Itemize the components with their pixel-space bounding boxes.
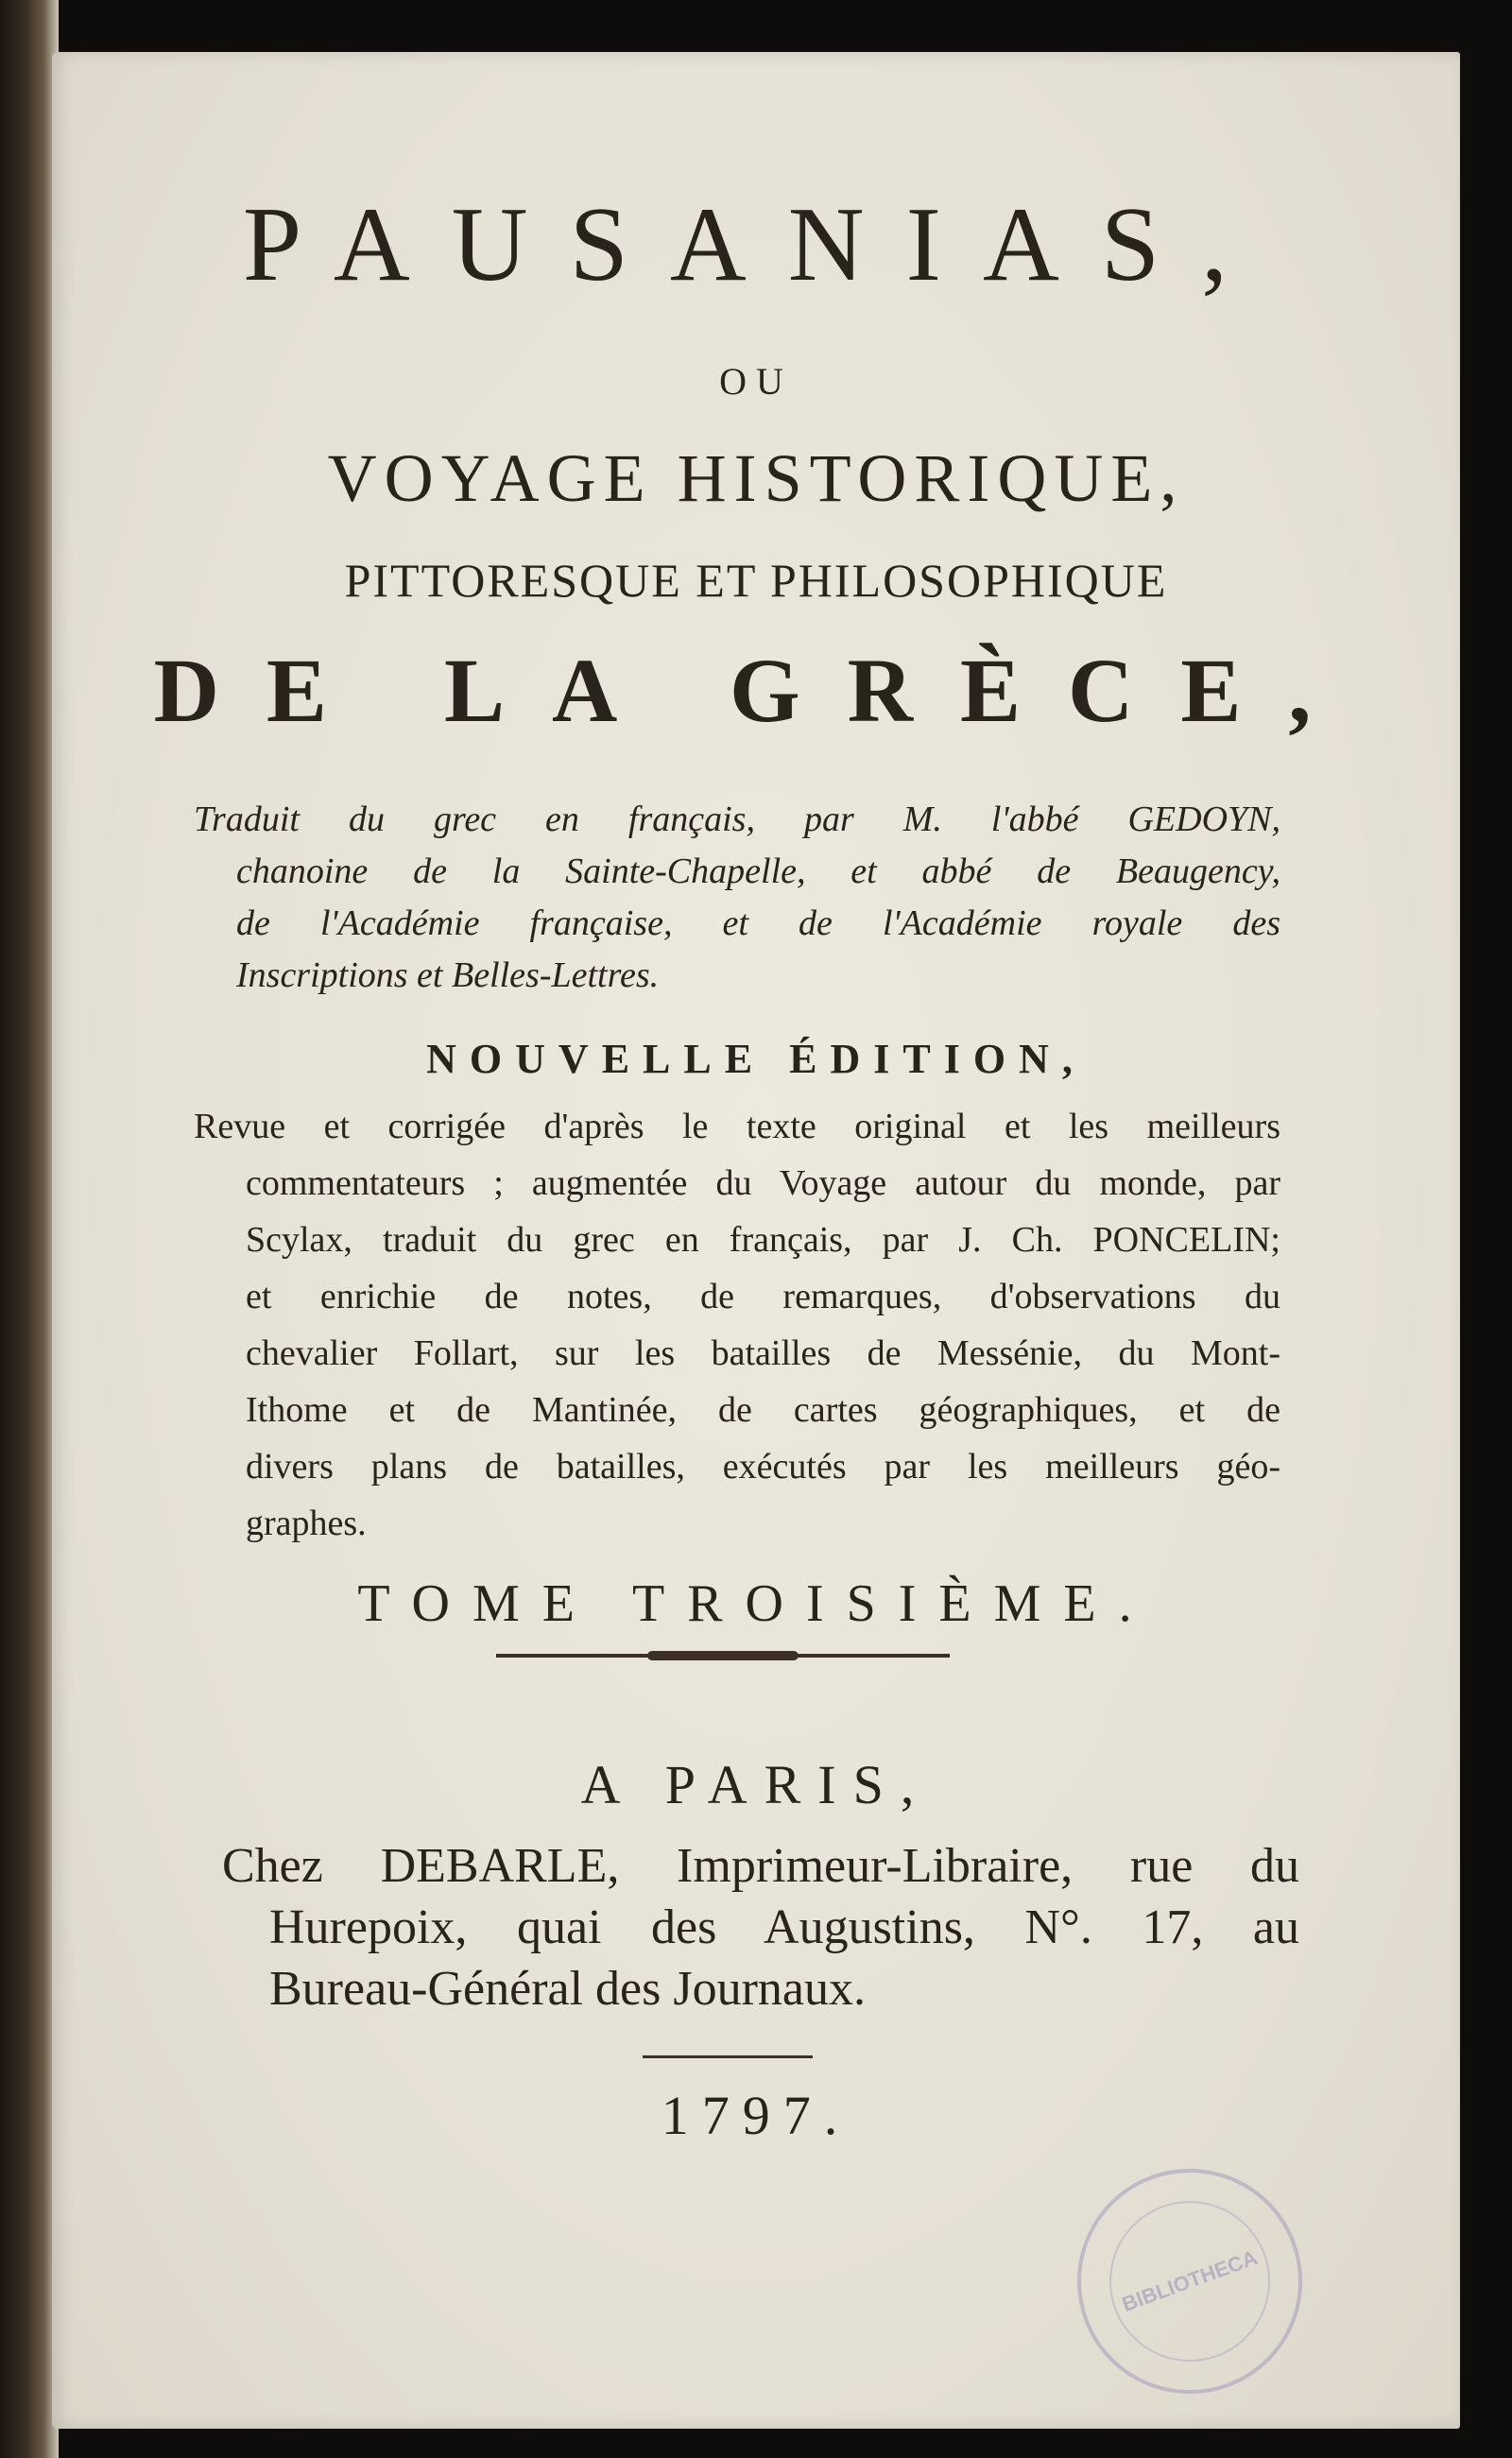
edition-line: graphes. [246, 1504, 367, 1543]
library-stamp [1045, 2137, 1333, 2425]
subtitle-line-2: PITTORESQUE ET PHILOSOPHIQUE [344, 554, 1168, 607]
translator-line: Inscriptions et Belles-Lettres. [236, 955, 660, 995]
edition-line: Revue et corrigée d'après le texte original et les meilleurs [194, 1107, 1280, 1146]
title-page [52, 52, 1460, 2429]
imprint-line: Chez DEBARLE, Imprimeur-Libraire, rue du [222, 1839, 1299, 1893]
subtitle-line-1: VOYAGE HISTORIQUE, [327, 440, 1185, 516]
imprint-city: A PARIS, [580, 1754, 932, 1815]
imprint-line: Bureau-Général des Journaux. [269, 1962, 866, 2016]
volume-number: TOME TROISIÈME. [357, 1574, 1155, 1633]
ornamental-rule-center [647, 1651, 799, 1660]
publication-year: 1797. [661, 2085, 851, 2146]
edition-line: et enrichie de notes, de remarques, d'observations du [246, 1277, 1280, 1316]
edition-heading: NOUVELLE ÉDITION, [426, 1036, 1086, 1082]
title-conjunction: OU [719, 360, 793, 403]
edition-line: divers plans de batailles, exécutés par les meilleurs géo- [246, 1447, 1280, 1487]
edition-line: Scylax, traduit du grec en français, par J. Ch. PONCELIN; [246, 1220, 1280, 1260]
library-stamp-text: BIBLIOTHECA [1118, 2245, 1261, 2316]
book-title: PAUSANIAS, [242, 186, 1270, 303]
imprint-line: Hurepoix, quai des Augustins, N°. 17, au [269, 1900, 1299, 1954]
short-rule [643, 2055, 813, 2058]
translator-line: de l'Académie française, et de l'Académie royale des [236, 903, 1280, 943]
translator-line: chanoine de la Sainte-Chapelle, et abbé de Beaugency, [236, 851, 1280, 891]
subtitle-line-3: DE LA GRÈCE, [153, 640, 1359, 741]
book-spine [0, 0, 59, 2458]
edition-line: commentateurs ; augmentée du Voyage autour du monde, par [246, 1163, 1280, 1203]
translator-line: Traduit du grec en français, par M. l'abbé GEDOYN, [194, 799, 1280, 839]
edition-line: chevalier Follart, sur les batailles de Messénie, du Mont- [246, 1333, 1280, 1373]
edition-line: Ithome et de Mantinée, de cartes géographiques, et de [246, 1390, 1280, 1430]
